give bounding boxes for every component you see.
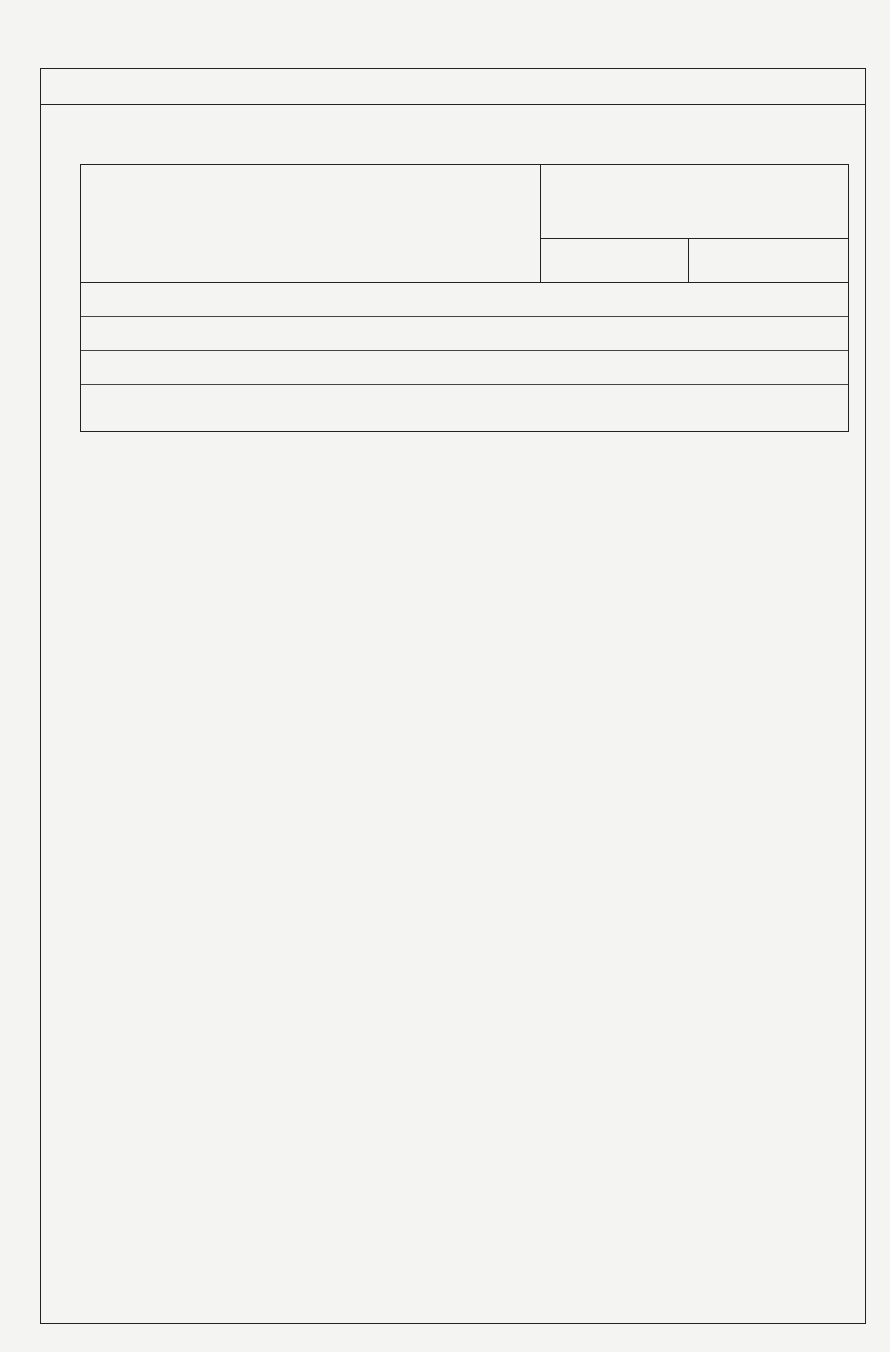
header-declarant	[541, 239, 689, 283]
institution-line-4	[81, 385, 848, 409]
header-income-sum	[541, 165, 849, 239]
institution-line-2	[81, 317, 848, 351]
income-table	[80, 164, 849, 432]
header-family	[689, 239, 849, 283]
institution-caption	[81, 409, 848, 431]
institution-line-3	[81, 351, 848, 385]
institution-block	[81, 283, 849, 432]
header-income-list	[81, 165, 541, 283]
section-title	[41, 69, 865, 105]
institution-line-1	[81, 283, 848, 317]
